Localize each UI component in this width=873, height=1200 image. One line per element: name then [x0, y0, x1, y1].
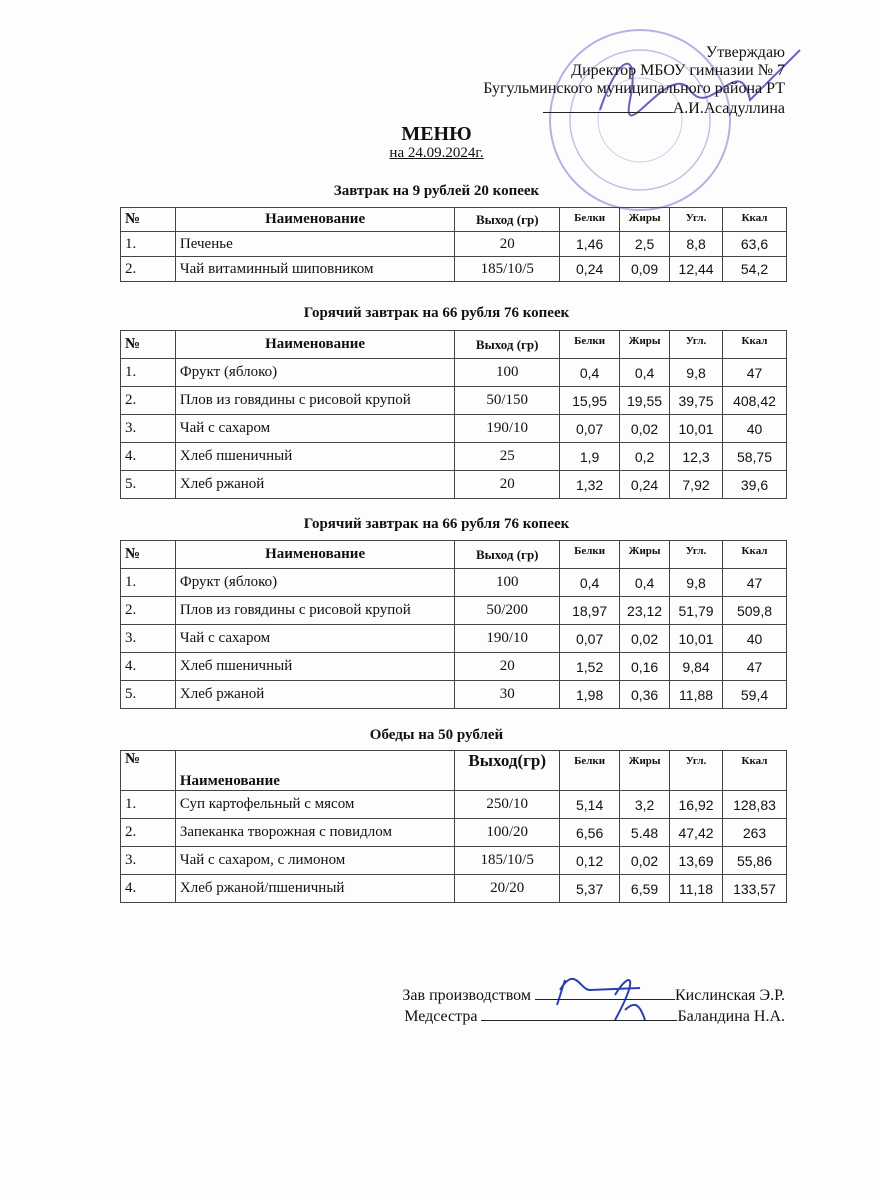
row-number: 2. — [121, 597, 176, 625]
signature-name: Кислинская Э.Р. — [675, 987, 785, 1004]
dish-yield: 30 — [455, 681, 560, 709]
dish-name: Хлеб пшеничный — [175, 653, 454, 681]
fat-value: 2,5 — [620, 232, 670, 257]
column-header: Наименование — [175, 331, 454, 359]
menu-table — [120, 207, 787, 282]
table-row — [121, 875, 787, 903]
carbs-value: 9,84 — [670, 653, 723, 681]
approval-position: Директор МБОУ гимназии № 7 — [571, 62, 785, 79]
carbs-value: 13,69 — [670, 847, 723, 875]
dish-yield: 25 — [455, 443, 560, 471]
dish-yield: 185/10/5 — [455, 847, 560, 875]
dish-name: Печенье — [175, 232, 454, 257]
table-row — [121, 471, 787, 499]
row-number: 1. — [121, 359, 176, 387]
fat-value: 3,2 — [620, 791, 670, 819]
carbs-value: 10,01 — [670, 415, 723, 443]
table-row — [121, 415, 787, 443]
column-header: Жиры — [620, 541, 670, 569]
signature-role: Медсестра — [404, 1008, 478, 1025]
dish-yield: 100/20 — [455, 819, 560, 847]
signature-name: Баландина Н.А. — [677, 1008, 785, 1025]
signature-row — [402, 1006, 785, 1027]
column-header: Угл. — [670, 751, 723, 791]
protein-value: 0,24 — [560, 257, 620, 282]
column-header: Белки — [560, 751, 620, 791]
fat-value: 0,4 — [620, 569, 670, 597]
row-number: 1. — [121, 569, 176, 597]
carbs-value: 47,42 — [670, 819, 723, 847]
dish-name: Чай с сахаром, с лимоном — [175, 847, 454, 875]
row-number: 4. — [121, 875, 176, 903]
table-header — [121, 541, 787, 569]
column-header: Выход (гр) — [455, 541, 560, 569]
kcal-value: 39,6 — [723, 471, 787, 499]
fat-value: 0,16 — [620, 653, 670, 681]
carbs-value: 10,01 — [670, 625, 723, 653]
column-header: № — [121, 208, 176, 232]
dish-yield: 20/20 — [455, 875, 560, 903]
protein-value: 1,98 — [560, 681, 620, 709]
column-header: Ккал — [723, 208, 787, 232]
dish-name: Хлеб ржаной — [175, 681, 454, 709]
dish-yield: 100 — [455, 359, 560, 387]
column-header: Угл. — [670, 208, 723, 232]
approval-district: Бугульминского муниципального района РТ — [483, 80, 785, 97]
table-header — [121, 208, 787, 232]
dish-yield: 20 — [455, 232, 560, 257]
table-row — [121, 569, 787, 597]
column-header: Ккал — [722, 751, 786, 791]
column-header: Наименование — [175, 208, 454, 232]
approval-block — [483, 44, 785, 118]
table-row — [121, 597, 787, 625]
dish-yield: 100 — [455, 569, 560, 597]
fat-value: 0,36 — [620, 681, 670, 709]
column-header: Жиры — [620, 208, 670, 232]
dish-name: Суп картофельный с мясом — [175, 791, 454, 819]
kcal-value: 509,8 — [723, 597, 787, 625]
row-number: 5. — [121, 681, 176, 709]
carbs-value: 12,3 — [670, 443, 723, 471]
row-number: 2. — [121, 819, 176, 847]
dish-name: Чай с сахаром — [175, 415, 454, 443]
row-number: 3. — [121, 625, 176, 653]
carbs-value: 51,79 — [670, 597, 723, 625]
dish-name: Запеканка творожная с повидлом — [175, 819, 454, 847]
fat-value: 19,55 — [620, 387, 670, 415]
fat-value: 0,24 — [620, 471, 670, 499]
carbs-value: 8,8 — [670, 232, 723, 257]
row-number: 2. — [121, 387, 176, 415]
table-row — [121, 791, 787, 819]
kcal-value: 408,42 — [723, 387, 787, 415]
protein-value: 1,32 — [560, 471, 620, 499]
row-number: 3. — [121, 847, 176, 875]
dish-yield: 50/200 — [455, 597, 560, 625]
row-number: 4. — [121, 443, 176, 471]
kcal-value: 40 — [723, 625, 787, 653]
kcal-value: 133,57 — [722, 875, 786, 903]
kcal-value: 47 — [723, 359, 787, 387]
kcal-value: 58,75 — [723, 443, 787, 471]
column-header: № — [121, 751, 176, 791]
table-row — [121, 681, 787, 709]
dish-yield: 250/10 — [455, 791, 560, 819]
approval-label: Утверждаю — [705, 44, 785, 61]
kcal-value: 47 — [723, 569, 787, 597]
signature-row — [402, 985, 785, 1006]
dish-name: Хлеб ржаной/пшеничный — [175, 875, 454, 903]
protein-value: 5,14 — [560, 791, 620, 819]
section-title: Завтрак на 9 рублей 20 копеек — [333, 183, 540, 199]
column-header: № — [121, 541, 176, 569]
signature-block — [402, 985, 785, 1027]
row-number: 5. — [121, 471, 176, 499]
table-row — [121, 359, 787, 387]
table-row — [121, 653, 787, 681]
protein-value: 18,97 — [560, 597, 620, 625]
dish-yield: 20 — [455, 653, 560, 681]
kcal-value: 59,4 — [723, 681, 787, 709]
carbs-value: 16,92 — [670, 791, 723, 819]
protein-value: 0,4 — [560, 359, 620, 387]
table-row — [121, 257, 787, 282]
dish-yield: 50/150 — [455, 387, 560, 415]
column-header: № — [121, 331, 176, 359]
table-header — [121, 751, 787, 791]
page-title: МЕНЮ — [401, 123, 472, 145]
section-title: Обеды на 50 рублей — [369, 727, 504, 743]
table-header — [121, 331, 787, 359]
carbs-value: 39,75 — [670, 387, 723, 415]
protein-value: 6,56 — [560, 819, 620, 847]
protein-value: 0,07 — [560, 415, 620, 443]
fat-value: 5.48 — [620, 819, 670, 847]
column-header: Угл. — [670, 331, 723, 359]
protein-value: 15,95 — [560, 387, 620, 415]
protein-value: 1,52 — [560, 653, 620, 681]
table-row — [121, 819, 787, 847]
row-number: 4. — [121, 653, 176, 681]
table-row — [121, 625, 787, 653]
column-header: Белки — [560, 541, 620, 569]
row-number: 3. — [121, 415, 176, 443]
row-number: 2. — [121, 257, 176, 282]
row-number: 1. — [121, 232, 176, 257]
protein-value: 0,07 — [560, 625, 620, 653]
column-header: Белки — [560, 208, 620, 232]
fat-value: 6,59 — [620, 875, 670, 903]
column-header: Наименование — [175, 541, 454, 569]
menu-date: на 24.09.2024г. — [389, 145, 484, 161]
fat-value: 0,2 — [620, 443, 670, 471]
table-row — [121, 387, 787, 415]
kcal-value: 63,6 — [723, 232, 787, 257]
kcal-value: 128,83 — [722, 791, 786, 819]
carbs-value: 11,18 — [670, 875, 723, 903]
protein-value: 5,37 — [560, 875, 620, 903]
dish-yield: 190/10 — [455, 625, 560, 653]
protein-value: 0,4 — [560, 569, 620, 597]
menu-table — [120, 330, 787, 499]
column-header: Ккал — [723, 331, 787, 359]
fat-value: 0,02 — [620, 847, 670, 875]
column-header: Выход (гр) — [455, 208, 560, 232]
dish-yield: 190/10 — [455, 415, 560, 443]
column-header: Выход(гр) — [455, 751, 560, 791]
dish-name: Фрукт (яблоко) — [175, 569, 454, 597]
fat-value: 0,4 — [620, 359, 670, 387]
column-header: Жиры — [620, 331, 670, 359]
menu-table — [120, 540, 787, 709]
dish-yield: 20 — [455, 471, 560, 499]
table-row — [121, 232, 787, 257]
kcal-value: 263 — [722, 819, 786, 847]
signature-role: Зав производством — [402, 987, 531, 1004]
director-name: А.И.Асадуллина — [672, 100, 785, 117]
fat-value: 0,02 — [620, 415, 670, 443]
section-title: Горячий завтрак на 66 рубля 76 копеек — [303, 305, 570, 321]
dish-name: Чай витаминный шиповником — [175, 257, 454, 282]
column-header: Наименование — [175, 751, 454, 791]
carbs-value: 9,8 — [670, 359, 723, 387]
row-number: 1. — [121, 791, 176, 819]
kcal-value: 54,2 — [723, 257, 787, 282]
table-row — [121, 443, 787, 471]
column-header: Белки — [560, 331, 620, 359]
protein-value: 1,46 — [560, 232, 620, 257]
column-header: Угл. — [670, 541, 723, 569]
dish-name: Плов из говядины с рисовой крупой — [175, 597, 454, 625]
column-header: Жиры — [620, 751, 670, 791]
dish-name: Чай с сахаром — [175, 625, 454, 653]
column-header: Выход (гр) — [455, 331, 560, 359]
kcal-value: 40 — [723, 415, 787, 443]
menu-table — [120, 750, 787, 903]
dish-name: Плов из говядины с рисовой крупой — [175, 387, 454, 415]
kcal-value: 55,86 — [722, 847, 786, 875]
fat-value: 23,12 — [620, 597, 670, 625]
carbs-value: 7,92 — [670, 471, 723, 499]
carbs-value: 11,88 — [670, 681, 723, 709]
table-row — [121, 847, 787, 875]
dish-yield: 185/10/5 — [455, 257, 560, 282]
protein-value: 0,12 — [560, 847, 620, 875]
carbs-value: 12,44 — [670, 257, 723, 282]
fat-value: 0,02 — [620, 625, 670, 653]
fat-value: 0,09 — [620, 257, 670, 282]
kcal-value: 47 — [723, 653, 787, 681]
protein-value: 1,9 — [560, 443, 620, 471]
dish-name: Хлеб пшеничный — [175, 443, 454, 471]
carbs-value: 9,8 — [670, 569, 723, 597]
dish-name: Фрукт (яблоко) — [175, 359, 454, 387]
section-title: Горячий завтрак на 66 рубля 76 копеек — [303, 516, 570, 532]
approval-signature-line — [483, 98, 785, 118]
dish-name: Хлеб ржаной — [175, 471, 454, 499]
column-header: Ккал — [723, 541, 787, 569]
